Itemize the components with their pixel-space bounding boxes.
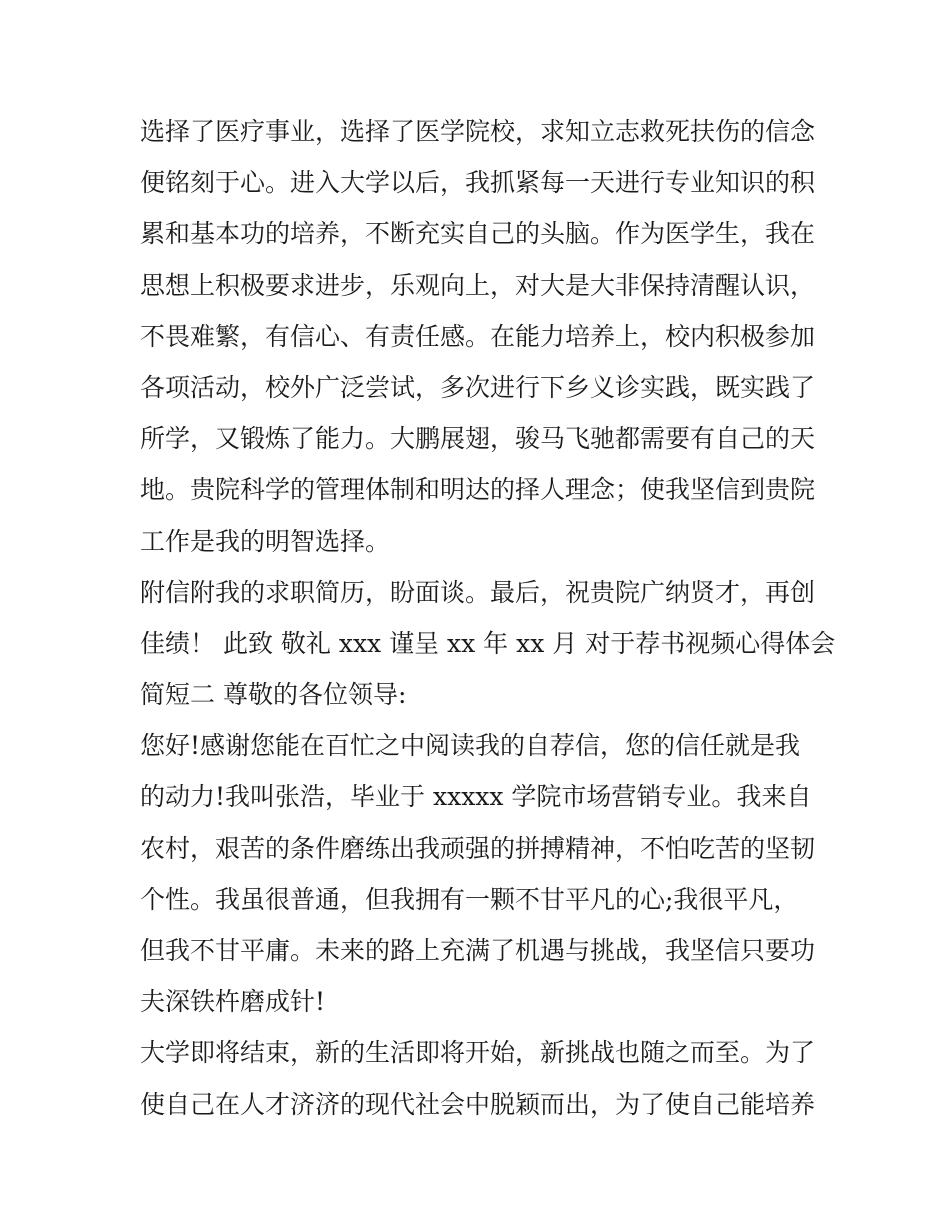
- text-line: 农村，艰苦的条件磨练出我顽强的拼搏精神，不怕吃苦的坚韧: [140, 833, 816, 863]
- text-line: 选择了医疗事业，选择了医学院校，求知立志救死扶伤的信念: [140, 117, 816, 146]
- text-line: 的动力!我叫张浩，毕业于 xxxxx 学院市场营销专业。我来自: [140, 782, 812, 812]
- text-line: 各项活动，校外广泛尝试，多次进行下乡义诊实践，既实践了: [140, 372, 816, 402]
- document-body: [140, 106, 836, 1130]
- text-line: 不畏难繁，有信心、有责任感。在能力培养上，校内积极参加: [140, 321, 816, 351]
- text-line: 工作是我的明智选择。: [140, 526, 391, 556]
- text-line: 您好!感谢您能在百忙之中阅读我的自荐信，您的信任就是我: [140, 731, 801, 761]
- text-line: 使自己在人才济济的现代社会中脱颖而出，为了使自己能培养: [140, 1089, 816, 1119]
- text-line: 但我不甘平庸。未来的路上充满了机遇与挑战，我坚信只要功: [140, 936, 816, 965]
- text-line: 便铭刻于心。进入大学以后，我抓紧每一天进行专业知识的积: [140, 168, 816, 198]
- text-line: 思想上积极要求进步，乐观向上，对大是大非保持清醒认识，: [140, 270, 816, 300]
- text-line: 所学，又锻炼了能力。大鹏展翅，骏马飞驰都需要有自己的天: [140, 424, 816, 454]
- text-line: 佳绩！ 此致 敬礼 xxx 谨呈 xx 年 xx 月 对于荐书视频心得体会: [140, 628, 836, 658]
- text-line: 累和基本功的培养，不断充实自己的头脑。作为医学生，我在: [140, 219, 816, 249]
- text-line: 地。贵院科学的管理体制和明达的择人理念；使我坚信到贵院: [140, 475, 816, 505]
- text-line: 夫深铁杵磨成针!: [140, 987, 326, 1017]
- text-line: 附信附我的求职简历，盼面谈。最后，祝贵院广纳贤才，再创: [140, 577, 816, 607]
- text-line: 简短二 尊敬的各位领导:: [140, 680, 407, 710]
- text-line: 大学即将结束，新的生活即将开始，新挑战也随之而至。为了: [140, 1038, 816, 1068]
- text-line: 个性。我虽很普通，但我拥有一颗不甘平凡的心;我很平凡，: [140, 884, 799, 914]
